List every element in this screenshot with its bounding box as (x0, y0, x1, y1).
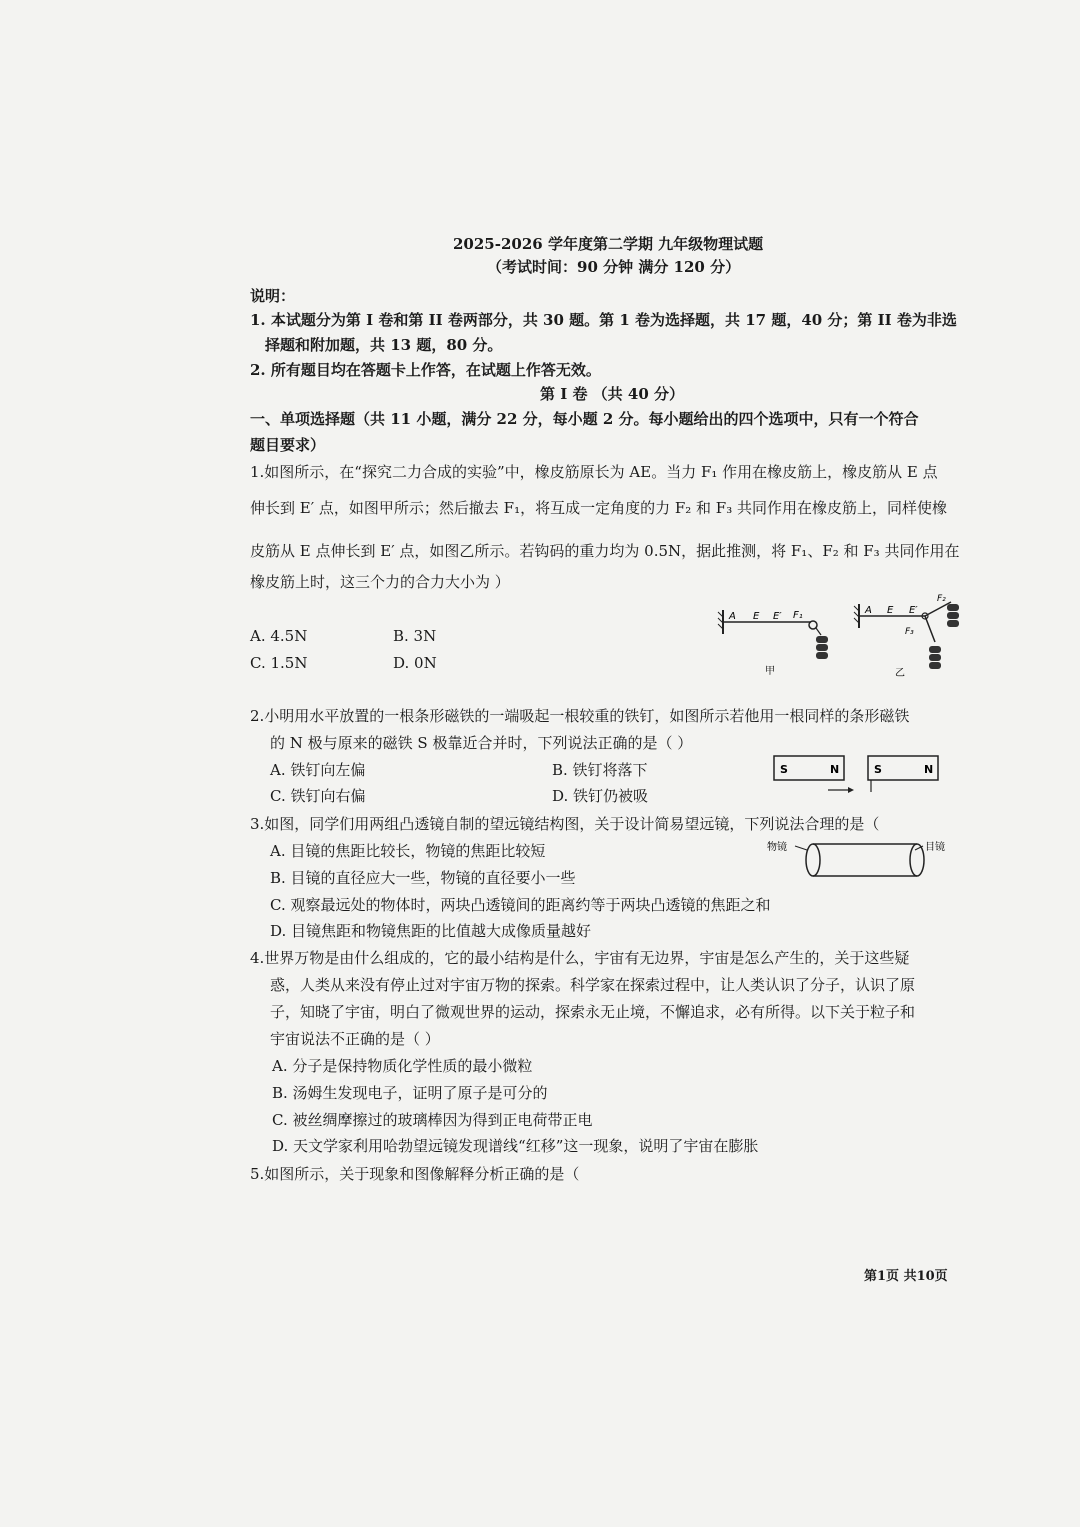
q2-stem-line-2: 的 N 极与原来的磁铁 S 极靠近合并时，下列说法正确的是（ ） (270, 734, 693, 752)
q1-stem-line-4: 橡皮筋上时，这三个力的合力大小为 ） (250, 573, 510, 591)
q1-stem-line-2: 伸长到 E′ 点，如图甲所示；然后撤去 F₁，将互成一定角度的力 F₂ 和 F₃ 共同作用在橡皮筋上，同样使橡 (250, 499, 947, 517)
exam-title: 2025-2026 学年度第二学期 九年级物理试题 (453, 235, 764, 253)
q1-stem-line-3: 皮筋从 E 点伸长到 E′ 点，如图乙所示。若钩码的重力均为 0.5N，据此推测，将 F₁、F₂ 和 F₃ 共同作用在 (250, 542, 960, 560)
magnet-right-n-label: N (924, 763, 934, 776)
q1-option-d: D. 0N (393, 654, 437, 672)
magnet-left-s-label: S (780, 763, 788, 776)
q1-figure-yi (854, 594, 959, 679)
q3-option-c: C. 观察最远处的物体时，两块凸透镜间的距离约等于两块凸透镜的焦距之和 (270, 896, 771, 914)
q3-telescope-figure (765, 836, 965, 882)
q1-fig-label-f1: F₁ (793, 610, 803, 621)
q4-stem-line-1: 4.世界万物是由什么组成的，它的最小结构是什么，宇宙有无边界，宇宙是怎么产生的，关于这些疑 (250, 949, 910, 967)
q4-stem-line-4: 宇宙说法不正确的是（ ） (270, 1030, 440, 1048)
q1-fig-yi-label-a: A (865, 605, 872, 616)
q4-stem-line-2: 惑，人类从来没有停止过对宇宙万物的探索。科学家在探索过程中，让人类认识了分子，认识了原 (270, 976, 916, 994)
q4-stem-line-3: 子，知晓了宇宙，明白了微观世界的运动，探索永无止境，不懈追求，必有所得。以下关于粒子和 (270, 1003, 916, 1021)
magnet-left-n-label: N (830, 763, 840, 776)
q1-fig-label-f3: F₃ (905, 627, 914, 637)
q1-fig-label-a: A (729, 611, 736, 622)
q3-option-b: B. 目镜的直径应大一些，物镜的直径要小一些 (270, 869, 576, 887)
exam-subtitle: （考试时间：90 分钟 满分 120 分） (487, 258, 741, 276)
notes-label: 说明： (250, 287, 296, 305)
objective-lens (806, 844, 820, 876)
q1-stem-line-1: 1.如图所示，在“探究二力合成的实验”中，橡皮筋原长为 AE。当力 F₁ 作用在橡皮筋上，橡皮筋从 E 点 (250, 463, 938, 481)
q1-fig-label-e-prime: E′ (773, 611, 782, 622)
q1-option-b: B. 3N (393, 627, 437, 645)
magnet-right-s-label: S (874, 763, 882, 776)
q3-stem-line-1: 3.如图，同学们用两组凸透镜自制的望远镜结构图，关于设计简易望远镜，下列说法合理的是（ (250, 815, 880, 833)
q4-option-b: B. 汤姆生发现电子，证明了原子是可分的 (272, 1084, 548, 1102)
q2-option-b: B. 铁钉将落下 (552, 761, 648, 779)
q3-option-a: A. 目镜的焦距比较长，物镜的焦距比较短 (270, 842, 546, 860)
notes-item-1-line-1: 1. 本试题分为第 I 卷和第 II 卷两部分，共 30 题。第 1 卷为选择题，共 17 题，40 分；第 II 卷为非选 (250, 311, 957, 329)
q2-stem-line-1: 2.小明用水平放置的一根条形磁铁的一端吸起一根较重的铁钉，如图所示若他用一根同样的条形磁铁 (250, 707, 910, 725)
q1-fig-label-f2: F₂ (937, 594, 946, 604)
section-instructions-line-2: 题目要求） (250, 436, 326, 454)
notes-item-1-line-2: 择题和附加题，共 13 题，80 分。 (265, 336, 503, 354)
q1-fig-label-yi: 乙 (895, 668, 905, 679)
q5-stem-line-1: 5.如图所示，关于现象和图像解释分析正确的是（ (250, 1165, 580, 1183)
q4-option-a: A. 分子是保持物质化学性质的最小微粒 (272, 1057, 533, 1075)
q1-option-c: C. 1.5N (250, 654, 308, 672)
q2-magnets-figure (772, 752, 942, 800)
q1-fig-yi-label-e: E (887, 605, 894, 616)
q4-option-c: C. 被丝绸摩擦过的玻璃棒因为得到正电荷带正电 (272, 1111, 593, 1129)
telescope-objective-label: 物镜 (767, 842, 787, 853)
q2-option-d: D. 铁钉仍被吸 (552, 787, 649, 805)
page-number: 第1页 共10页 (864, 1269, 948, 1284)
q1-figure-jia (718, 610, 828, 677)
q2-option-c: C. 铁钉向右偏 (270, 787, 366, 805)
q1-fig-yi-label-e-prime: E′ (909, 605, 918, 616)
q3-option-d: D. 目镜焦距和物镜焦距的比值越大成像质量越好 (270, 922, 592, 940)
q1-fig-label-jia: 甲 (765, 666, 775, 677)
section-instructions-line-1: 一、单项选择题（共 11 小题，满分 22 分，每小题 2 分。每小题给出的四个选项中，只有一个符合 (250, 410, 919, 428)
q2-option-a: A. 铁钉向左偏 (270, 761, 366, 779)
section-title: 第 I 卷 （共 40 分） (540, 385, 685, 403)
notes-item-2: 2. 所有题目均在答题卡上作答，在试题上作答无效。 (250, 361, 601, 379)
q1-option-a: A. 4.5N (250, 627, 308, 645)
telescope-eyepiece-label: 目镜 (925, 842, 945, 853)
q4-option-d: D. 天文学家利用哈勃望远镜发现谱线“红移”这一现象，说明了宇宙在膨胀 (272, 1137, 759, 1155)
q1-force-figure (715, 594, 985, 680)
q1-fig-label-e: E (753, 611, 760, 622)
